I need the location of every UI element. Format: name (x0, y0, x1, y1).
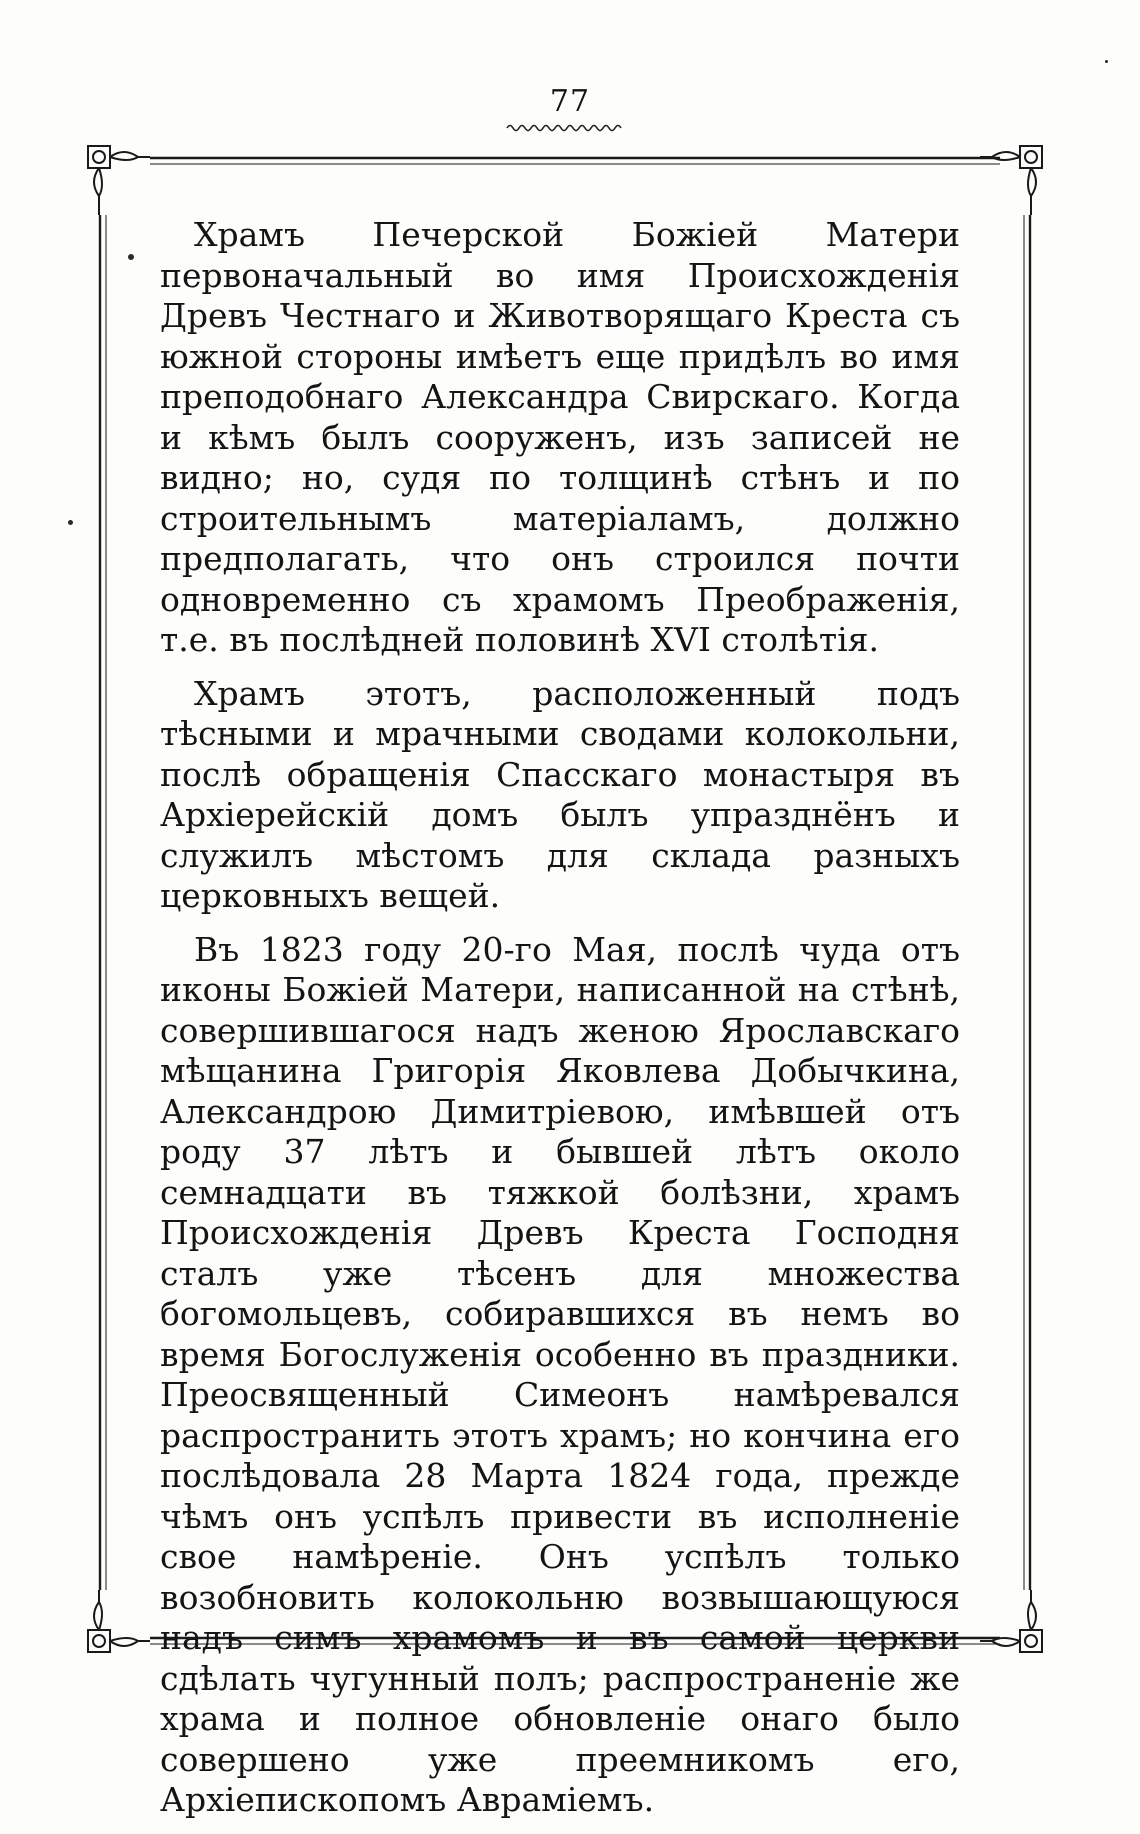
corner-ornament-top-right (980, 146, 1042, 215)
scan-speck (128, 254, 134, 260)
body-text (160, 215, 960, 1834)
scan-speck (68, 520, 73, 525)
paragraph-2: Храмъ этотъ, расположенный подъ тѣсными и мрачными сводами колокольни, послѣ обращенія Спасскаго монастыря въ Архіерейскій домъ былъ упразднёнъ и служилъ мѣстомъ для склада разныхъ церковныхъ вещей. (160, 673, 960, 915)
corner-ornament-bottom-right (980, 1590, 1042, 1652)
corner-ornament-bottom-left (88, 1590, 150, 1652)
corner-ornament-top-left (88, 146, 150, 215)
scan-speck (1105, 60, 1108, 63)
paragraph-3: Въ 1823 году 20-го Мая, послѣ чуда отъ иконы Божіей Матери, написанной на стѣнѣ, совершившагося надъ женою Ярославскаго мѣщанина Григорія Яковлева Добычкина, Александрою Димитріевою, имѣвшей отъ роду 37 лѣтъ и бывшей лѣтъ около семнадцати въ тяжкой болѣзни, храмъ Происхожденія Древъ Креста Господня сталъ уже тѣсенъ для множества богомольцевъ, собиравшихся въ немъ во время Богослуженія особенно въ праздники. Преосвященный Симеонъ намѣревался распространить этотъ храмъ; но кончина его послѣдовала 28 Марта 1824 года, прежде чѣмъ онъ успѣлъ привести въ исполненіе свое намѣреніе. Онъ успѣлъ только возобновить колокольню возвышающуюся надъ симъ храмомъ и въ самой церкви сдѣлать чугунный полъ; распространеніе же храма и полное обновленіе онаго было совершено уже преемникомъ его, Архіепископомъ Авраміемъ. (160, 929, 960, 1819)
page-number: 77 (549, 84, 591, 119)
paragraph-1: Храмъ Печерской Божіей Матери первоначальный во имя Происхожденія Древъ Честнаго и Животворящаго Креста съ южной стороны имѣетъ еще придѣлъ во имя преподобнаго Александра Свирскаго. Когда и кѣмъ былъ сооруженъ, изъ записей не видно; но, судя по толщинѣ стѣнъ и по строительнымъ матеріаламъ, должно предполагать, что онъ строился почти одновременно съ храмомъ Преображенія, т.е. въ послѣдней половинѣ XVI столѣтія. (160, 215, 960, 659)
